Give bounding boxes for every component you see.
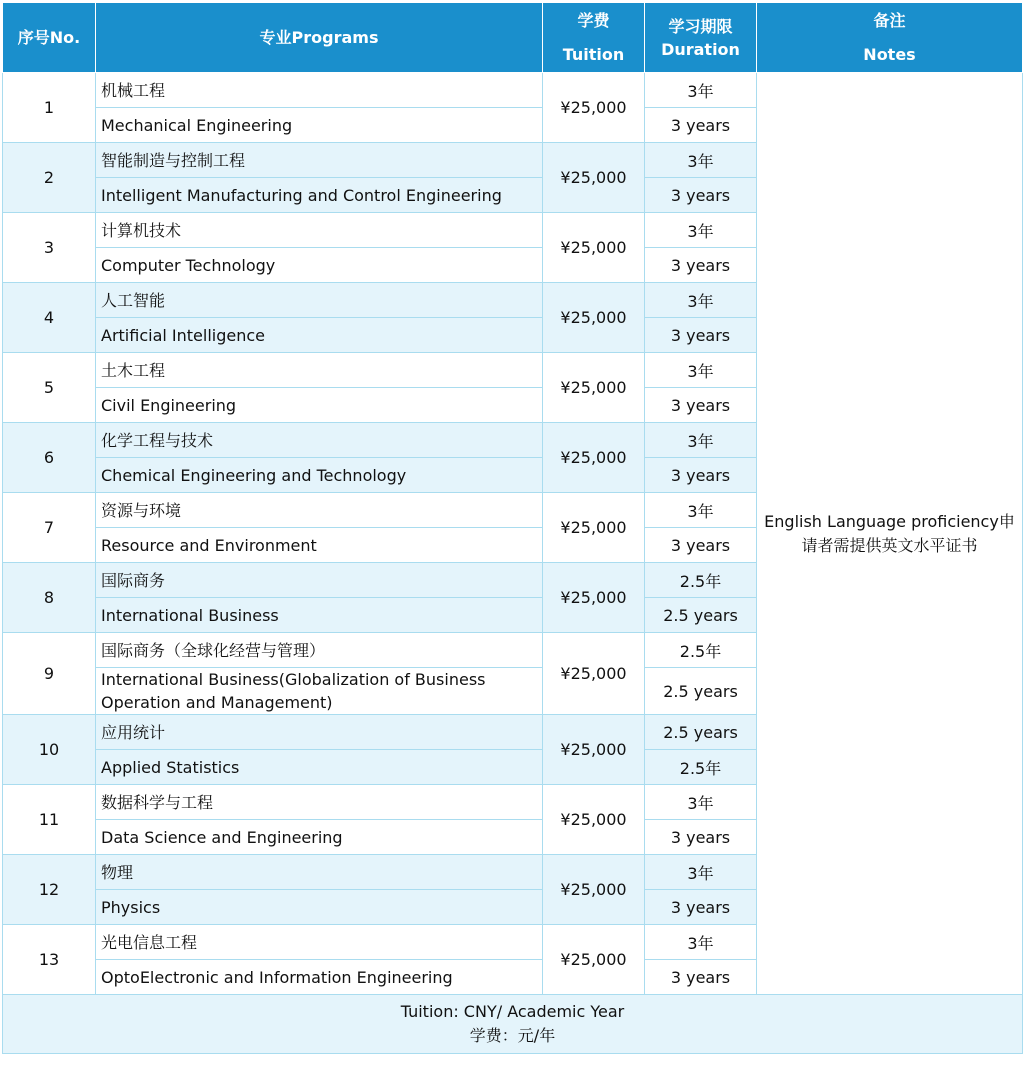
program-name-en: Chemical Engineering and Technology xyxy=(96,458,543,493)
duration-secondary: 2.5 years xyxy=(645,668,757,715)
header-notes: 备注 Notes xyxy=(757,3,1023,73)
duration-primary: 2.5年 xyxy=(645,633,757,668)
duration-primary: 3年 xyxy=(645,493,757,528)
tuition-fee: ¥25,000 xyxy=(543,855,645,925)
row-number: 6 xyxy=(3,423,96,493)
tuition-fee: ¥25,000 xyxy=(543,213,645,283)
program-name-cn: 资源与环境 xyxy=(96,493,543,528)
row-number: 12 xyxy=(3,855,96,925)
tuition-fee: ¥25,000 xyxy=(543,423,645,493)
duration-secondary: 3 years xyxy=(645,318,757,353)
program-name-en: Intelligent Manufacturing and Control Engineering xyxy=(96,178,543,213)
duration-secondary: 3 years xyxy=(645,178,757,213)
duration-primary: 3年 xyxy=(645,213,757,248)
tuition-fee: ¥25,000 xyxy=(543,563,645,633)
program-name-en: Artificial Intelligence xyxy=(96,318,543,353)
program-name-en: International Business(Globalization of Business Operation and Management) xyxy=(96,668,543,715)
program-name-cn: 应用统计 xyxy=(96,715,543,750)
duration-secondary: 2.5 years xyxy=(645,598,757,633)
program-name-cn: 土木工程 xyxy=(96,353,543,388)
program-name-cn: 数据科学与工程 xyxy=(96,785,543,820)
row-number: 7 xyxy=(3,493,96,563)
tuition-fee: ¥25,000 xyxy=(543,283,645,353)
header-tuition: 学费 Tuition xyxy=(543,3,645,73)
program-name-en: Resource and Environment xyxy=(96,528,543,563)
program-name-en: Data Science and Engineering xyxy=(96,820,543,855)
program-name-cn: 计算机技术 xyxy=(96,213,543,248)
header-programs: 专业Programs xyxy=(96,3,543,73)
tuition-fee: ¥25,000 xyxy=(543,925,645,995)
tuition-fee: ¥25,000 xyxy=(543,73,645,143)
duration-primary: 2.5 years xyxy=(645,715,757,750)
row-number: 5 xyxy=(3,353,96,423)
duration-secondary: 3 years xyxy=(645,820,757,855)
program-name-cn: 智能制造与控制工程 xyxy=(96,143,543,178)
duration-primary: 3年 xyxy=(645,73,757,108)
duration-primary: 2.5年 xyxy=(645,563,757,598)
program-name-cn: 化学工程与技术 xyxy=(96,423,543,458)
tuition-fee: ¥25,000 xyxy=(543,353,645,423)
programs-table xyxy=(2,2,1023,1054)
row-number: 11 xyxy=(3,785,96,855)
row-number: 2 xyxy=(3,143,96,213)
row-number: 10 xyxy=(3,715,96,785)
program-name-en: Computer Technology xyxy=(96,248,543,283)
footnote-line-cn: 学费：元/年 xyxy=(469,1026,556,1045)
duration-primary: 3年 xyxy=(645,785,757,820)
tuition-fee: ¥25,000 xyxy=(543,715,645,785)
duration-secondary: 3 years xyxy=(645,108,757,143)
header-no: 序号No. xyxy=(3,3,96,73)
duration-secondary: 3 years xyxy=(645,248,757,283)
duration-secondary: 3 years xyxy=(645,388,757,423)
program-name-en: Applied Statistics xyxy=(96,750,543,785)
row-number: 8 xyxy=(3,563,96,633)
duration-primary: 3年 xyxy=(645,423,757,458)
row-number: 9 xyxy=(3,633,96,715)
duration-secondary: 3 years xyxy=(645,528,757,563)
row-number: 1 xyxy=(3,73,96,143)
duration-primary: 3年 xyxy=(645,143,757,178)
tuition-fee: ¥25,000 xyxy=(543,633,645,715)
header-duration: 学习期限 Duration xyxy=(645,3,757,73)
row-number: 3 xyxy=(3,213,96,283)
tuition-footnote xyxy=(3,995,1023,1054)
duration-secondary: 3 years xyxy=(645,960,757,995)
notes-cell: English Language proficiency申请者需提供英文水平证书 xyxy=(757,73,1023,995)
duration-primary: 3年 xyxy=(645,283,757,318)
program-name-cn: 人工智能 xyxy=(96,283,543,318)
program-name-en: Physics xyxy=(96,890,543,925)
program-name-cn: 国际商务（全球化经营与管理） xyxy=(96,633,543,668)
program-name-en: Civil Engineering xyxy=(96,388,543,423)
program-name-en: Mechanical Engineering xyxy=(96,108,543,143)
table-row xyxy=(3,73,1023,108)
row-number: 4 xyxy=(3,283,96,353)
program-name-en: OptoElectronic and Information Engineering xyxy=(96,960,543,995)
duration-primary: 3年 xyxy=(645,925,757,960)
duration-secondary: 3 years xyxy=(645,458,757,493)
tuition-fee: ¥25,000 xyxy=(543,493,645,563)
duration-secondary: 2.5年 xyxy=(645,750,757,785)
program-name-cn: 光电信息工程 xyxy=(96,925,543,960)
program-name-cn: 物理 xyxy=(96,855,543,890)
duration-secondary: 3 years xyxy=(645,890,757,925)
duration-primary: 3年 xyxy=(645,855,757,890)
tuition-fee: ¥25,000 xyxy=(543,785,645,855)
program-name-cn: 国际商务 xyxy=(96,563,543,598)
program-name-en: International Business xyxy=(96,598,543,633)
tuition-fee: ¥25,000 xyxy=(543,143,645,213)
footnote-line-en: Tuition: CNY/ Academic Year xyxy=(400,1002,625,1021)
program-name-cn: 机械工程 xyxy=(96,73,543,108)
row-number: 13 xyxy=(3,925,96,995)
duration-primary: 3年 xyxy=(645,353,757,388)
